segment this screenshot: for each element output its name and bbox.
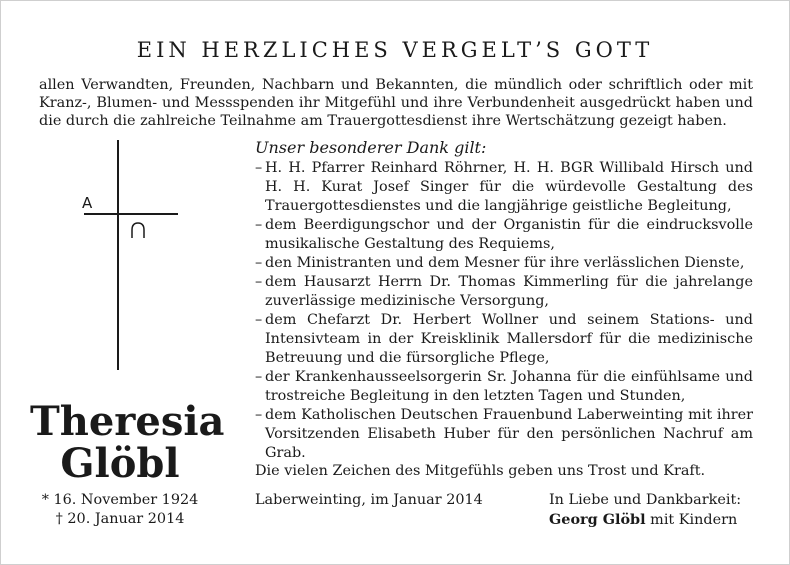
signature-line: In Liebe und Dankbarkeit: bbox=[549, 492, 742, 508]
signature-block bbox=[549, 491, 759, 530]
thanks-item: – dem Chefarzt Dr. Herbert Wollner und seinem Stations- und Intensivteam in der Kreisklinik Mallersdorf für die medizinische Betreuung und die fürsorgliche Pflege, bbox=[255, 311, 753, 368]
thanks-item: – der Krankenhausseelsorgerin Sr. Johanna für die einfühlsame und trostreiche Begleitung in den letzten Tagen und Stunden, bbox=[255, 368, 753, 406]
thanks-item: – H. H. Pfarrer Reinhard Röhrner, H. H. BGR Willibald Hirsch und H. H. Kurat Josef Singer für die würdevolle Gestaltung des Trauergottesdienstes und die langjährige geistliche Begleitung, bbox=[255, 159, 753, 216]
thanks-heading: Unser besonderer Dank gilt: bbox=[255, 138, 487, 157]
life-dates bbox=[30, 491, 210, 529]
omega-symbol bbox=[132, 223, 144, 238]
signature-suffix: mit Kindern bbox=[645, 512, 738, 528]
place-date: Laberweinting, im Januar 2014 bbox=[255, 492, 483, 508]
alpha-symbol: A bbox=[82, 194, 93, 212]
thanks-item: – dem Hausarzt Herrn Dr. Thomas Kimmerling für die jahrelange zuverlässige medizinische Versorgung, bbox=[255, 273, 753, 311]
thanks-item: – dem Beerdigungschor und der Organistin für die eindrucksvolle musikalische Gestaltung des Requiems, bbox=[255, 216, 753, 254]
thanks-item: – dem Katholischen Deutschen Frauenbund Laberweinting mit ihrer Vorsitzenden Elisabeth Huber für den persönlichen Nachruf am Grab. bbox=[255, 406, 753, 463]
deceased-last-name: Glöbl bbox=[60, 440, 180, 487]
thanks-list bbox=[255, 159, 753, 463]
birth-date: * 16. November 1924 bbox=[41, 492, 199, 508]
signature-name: Georg Glöbl bbox=[549, 511, 646, 528]
cross-icon bbox=[70, 140, 180, 370]
signature-names bbox=[549, 510, 759, 530]
death-date: † 20. Januar 2014 bbox=[55, 511, 185, 527]
closing-line: Die vielen Zeichen des Mitgefühls geben uns Trost und Kraft. bbox=[255, 463, 706, 479]
deceased-first-name: Theresia bbox=[30, 398, 225, 445]
intro-text: allen Verwandten, Freunden, Nachbarn und Bekannten, die mündlich oder schriftlich oder mit Kranz-, Blumen- und Messspenden ihr Mitgefühl und ihre Verbundenheit ausgedrückt haben und die durch die zahlreiche Teilnahme am Trauergottesdienst ihre Wertschätzung gezeigt haben. bbox=[39, 77, 753, 129]
thanks-item: – den Ministranten und dem Mesner für ihre verlässlichen Dienste, bbox=[255, 254, 753, 273]
notice-heading: EIN HERZLICHES VERGELT’S GOTT bbox=[136, 38, 654, 62]
